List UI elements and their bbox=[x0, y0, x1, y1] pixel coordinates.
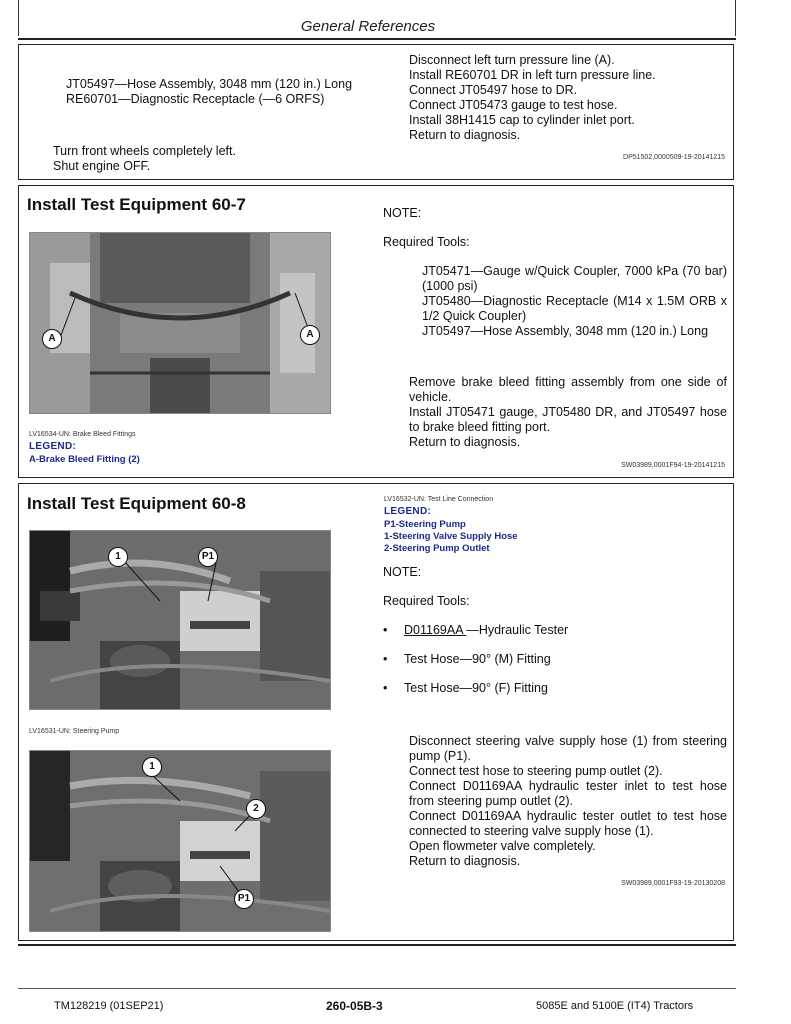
callout-1: 1 bbox=[108, 547, 128, 567]
instruction-line: Shut engine OFF. bbox=[53, 159, 151, 173]
block1-instructions bbox=[53, 144, 236, 174]
step-line: Connect test hose to steering pump outlet (2). bbox=[409, 764, 663, 778]
callout-p1: P1 bbox=[234, 889, 254, 909]
tool-text: Test Hose—90° (F) Fitting bbox=[404, 681, 548, 695]
required-tools-label: Required Tools: bbox=[383, 235, 470, 249]
block1-steps bbox=[409, 53, 724, 143]
photo-illustration bbox=[30, 531, 330, 709]
step-line: Disconnect left turn pressure line (A). bbox=[409, 53, 615, 67]
image1-caption: LV16531-UN: Steering Pump bbox=[29, 728, 120, 735]
bullet: • bbox=[383, 623, 388, 637]
tool-text: Test Hose—90° (M) Fitting bbox=[404, 652, 551, 666]
legend-title: LEGEND: bbox=[384, 506, 432, 517]
block-install-test-equipment-60-7 bbox=[18, 185, 734, 478]
note-label: NOTE: bbox=[383, 206, 422, 220]
required-tools-label: Required Tools: bbox=[383, 594, 470, 608]
step-line: Install JT05471 gauge, JT05480 DR, and JT05497 hose to brake bleed fitting port. bbox=[409, 405, 727, 434]
photo-illustration bbox=[30, 751, 330, 931]
step-line: Connect D01169AA hydraulic tester outlet to test hose connected to steering valve supply hose (1). bbox=[409, 809, 727, 838]
step-line: Install 38H1415 cap to cylinder inlet port. bbox=[409, 113, 635, 127]
image-caption: LV16534-UN: Brake Bleed Fittings bbox=[29, 431, 136, 438]
callout-a-left: A bbox=[42, 329, 62, 349]
tool-item bbox=[383, 652, 551, 667]
tool-line: JT05497—Hose Assembly, 3048 mm (120 in.) Long bbox=[422, 324, 709, 338]
instruction-line: Turn front wheels completely left. bbox=[53, 144, 236, 158]
step-line: Return to diagnosis. bbox=[409, 435, 521, 449]
tool-item bbox=[383, 681, 548, 696]
step-line: Open flowmeter valve completely. bbox=[409, 839, 596, 853]
tool-link-d01169aa[interactable]: D01169AA bbox=[404, 623, 467, 637]
tools-list bbox=[422, 264, 727, 339]
block2-reference-code: SW03989,0001F94-19-20141215 bbox=[621, 462, 725, 469]
test-line-connection-photo bbox=[29, 750, 331, 932]
legend-item: 1-Steering Valve Supply Hose bbox=[384, 531, 518, 542]
section-title: Install Test Equipment 60-7 bbox=[27, 195, 246, 214]
legend-item: P1-Steering Pump bbox=[384, 519, 466, 530]
step-line: Connect JT05473 gauge to test hose. bbox=[409, 98, 618, 112]
brake-bleed-fittings-photo bbox=[29, 232, 331, 414]
callout-a-right: A bbox=[300, 325, 320, 345]
block-install-test-equipment-60-8 bbox=[18, 483, 734, 941]
footer-page-number: 260-05B-3 bbox=[326, 999, 383, 1013]
section-title: Install Test Equipment 60-8 bbox=[27, 494, 246, 513]
legend-list bbox=[384, 519, 518, 555]
header-rule bbox=[18, 38, 736, 40]
footer-document-id: TM128219 (01SEP21) bbox=[54, 1000, 164, 1012]
callout-p1: P1 bbox=[198, 547, 218, 567]
tool-item bbox=[383, 623, 569, 638]
step-line: Return to diagnosis. bbox=[409, 128, 521, 142]
procedure-steps bbox=[409, 375, 727, 450]
step-line: Remove brake bleed fitting assembly from one side of vehicle. bbox=[409, 375, 727, 404]
step-line: Connect D01169AA hydraulic tester inlet to test hose from steering pump outlet (2). bbox=[409, 779, 727, 808]
footer-rule bbox=[18, 988, 736, 989]
step-line: Connect JT05497 hose to DR. bbox=[409, 83, 578, 97]
content-end-rule bbox=[18, 944, 736, 946]
step-line: Return to diagnosis. bbox=[409, 854, 521, 868]
page-header-title: General References bbox=[300, 18, 436, 35]
bullet: • bbox=[383, 681, 388, 695]
tool-line: JT05480—Diagnostic Receptacle (M14 x 1.5M ORB x 1/2 Quick Coupler) bbox=[422, 294, 727, 323]
block1-parts-list bbox=[66, 77, 352, 107]
callout-1: 1 bbox=[142, 757, 162, 777]
right-image-caption: LV16532-UN: Test Line Connection bbox=[384, 496, 494, 503]
block1-reference-code: DP51502,0000509-19-20141215 bbox=[623, 154, 725, 161]
bullet: • bbox=[383, 652, 388, 666]
note-label: NOTE: bbox=[383, 565, 422, 579]
callout-2: 2 bbox=[246, 799, 266, 819]
block3-reference-code: SW03989,0001F93-19-20130208 bbox=[621, 880, 725, 887]
photo-illustration bbox=[30, 233, 330, 413]
part-line: JT05497—Hose Assembly, 3048 mm (120 in.) Long bbox=[66, 77, 353, 91]
legend-item: 2-Steering Pump Outlet bbox=[384, 543, 490, 554]
tool-text: —Hydraulic Tester bbox=[466, 623, 569, 637]
legend-item: A-Brake Bleed Fitting (2) bbox=[29, 454, 140, 465]
tool-line: JT05471—Gauge w/Quick Coupler, 7000 kPa (70 bar) (1000 psi) bbox=[422, 264, 727, 293]
step-line: Disconnect steering valve supply hose (1) from steering pump (P1). bbox=[409, 734, 727, 763]
legend-title: LEGEND: bbox=[29, 441, 77, 452]
block-general-reference bbox=[18, 44, 734, 180]
steering-pump-photo bbox=[29, 530, 331, 710]
procedure-steps bbox=[409, 734, 727, 869]
part-line: RE60701—Diagnostic Receptacle (—6 ORFS) bbox=[66, 92, 325, 106]
step-line: Install RE60701 DR in left turn pressure line. bbox=[409, 68, 656, 82]
footer-product-name: 5085E and 5100E (IT4) Tractors bbox=[536, 1000, 694, 1012]
